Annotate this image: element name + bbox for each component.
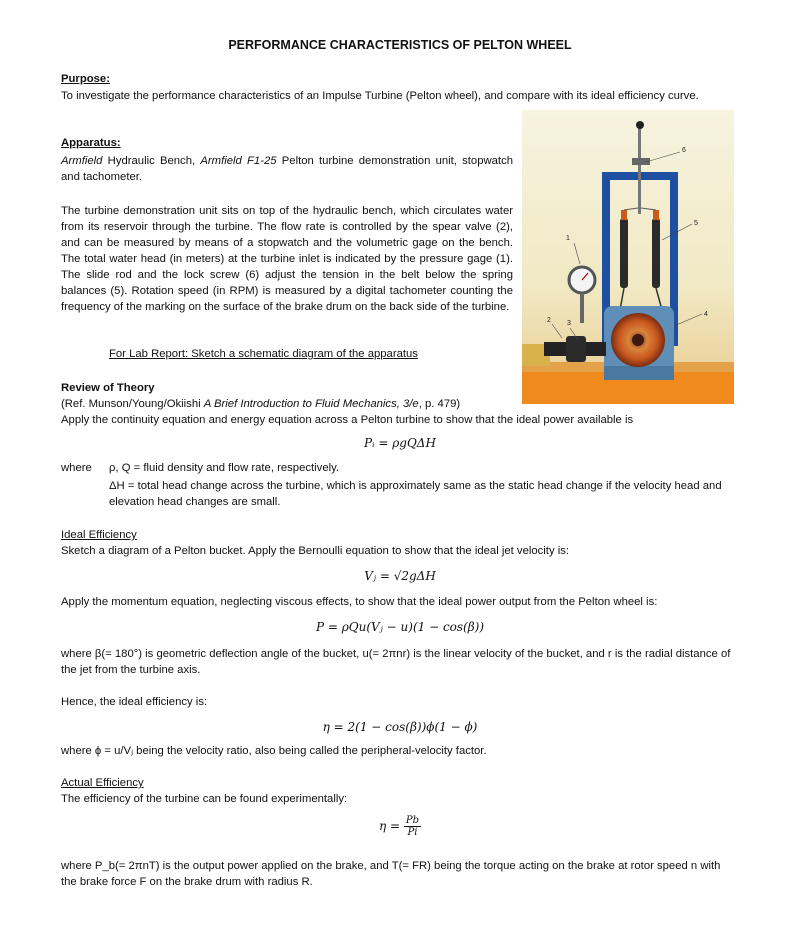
actual-efficiency-heading: Actual Efficiency bbox=[61, 777, 144, 789]
equation-ideal-efficiency: η = 2(1 − cos(β))ϕ(1 − ϕ) bbox=[322, 720, 478, 734]
ideal-text-bernoulli: Sketch a diagram of a Pelton bucket. Apply the Bernoulli equation to show that the ideal jet velocity is: bbox=[61, 545, 570, 557]
where-label: where bbox=[61, 462, 92, 474]
eq-numerator: Pb bbox=[405, 815, 420, 826]
purpose-heading: Purpose: bbox=[61, 73, 110, 85]
apparatus-equipment bbox=[61, 153, 513, 185]
equation-power-output: P = ρQu(Vⱼ − u)(1 − cos(β)) bbox=[315, 620, 485, 634]
ref-close: , p. 479) bbox=[418, 398, 461, 410]
photo-label-6: 6 bbox=[682, 147, 686, 154]
equation-ideal-power: Pᵢ = ρgQΔH bbox=[364, 436, 436, 450]
apparatus-photo-svg bbox=[522, 110, 734, 404]
actual-text-brake: where P_b(= 2πnT) is the output power applied on the brake, and T(= FR) being the torque acting on the brake at rotor speed n with the brake force F on the brake drum with radius R. bbox=[61, 860, 721, 888]
theory-reference bbox=[61, 398, 460, 410]
photo-label-1: 1 bbox=[566, 235, 570, 242]
lab-report-note: For Lab Report: Sketch a schematic diagram of the apparatus bbox=[109, 348, 418, 360]
photo-label-5: 5 bbox=[694, 220, 698, 227]
where-density-flow: ρ, Q = fluid density and flow rate, respectively. bbox=[109, 462, 340, 474]
theory-intro: Apply the continuity equation and energy equation across a Pelton turbine to show that the ideal power available is bbox=[61, 414, 634, 426]
apparatus-photo bbox=[522, 110, 734, 404]
equipment-text-2: Pelton turbine demonstration unit, stopwatch and tachometer. bbox=[61, 155, 514, 183]
equipment-text-1: Hydraulic Bench, bbox=[102, 155, 201, 167]
ref-book-title: A Brief Introduction to Fluid Mechanics, 3/e bbox=[203, 398, 419, 410]
apparatus-description: The turbine demonstration unit sits on top of the hydraulic bench, which circulates water from its reservoir through the turbine. The flow rate is controlled by the spear valve (2), and can be measured by means of a stopwatch and the volumetric gage on the bench. The total water head (in meters) at the turbine inlet is indicated by the pressure gage (1). The slide rod and the lock screw (6) adjust the tension in the belt below the spring balances (5). Rotation speed (in RPM) is measured by a digital tachometer counting the frequency of the marking on the surface of the brake drum on the back side of the turbine. bbox=[61, 205, 513, 313]
equation-jet-velocity: Vⱼ = √2gΔH bbox=[364, 569, 436, 583]
photo-label-4: 4 bbox=[704, 311, 708, 318]
equation-actual-efficiency bbox=[0, 815, 800, 838]
photo-label-2: 2 bbox=[547, 317, 551, 324]
apparatus-heading: Apparatus: bbox=[61, 137, 121, 149]
brand-f1-25: Armfield F1-25 bbox=[200, 155, 277, 167]
eq-lhs: η = bbox=[378, 819, 401, 833]
ideal-text-velocity-ratio: where ϕ = u/Vⱼ being the velocity ratio, also being called the peripheral-velocity factor. bbox=[61, 745, 487, 757]
actual-text-intro: The efficiency of the turbine can be found experimentally: bbox=[61, 793, 348, 805]
ideal-text-hence: Hence, the ideal efficiency is: bbox=[61, 696, 208, 708]
ideal-efficiency-heading: Ideal Efficiency bbox=[61, 529, 137, 541]
ideal-text-beta: where β(= 180°) is geometric deflection angle of the bucket, u(= 2πnr) is the linear velocity of the bucket, and r is the radial distance of the jet from the turbine axis. bbox=[61, 648, 731, 676]
theory-heading: Review of Theory bbox=[61, 382, 155, 394]
page-title: PERFORMANCE CHARACTERISTICS OF PELTON WHEEL bbox=[228, 38, 572, 52]
where-head-change: ΔH = total head change across the turbine, which is approximately same as the static head change if the velocity head and elevation head changes are small. bbox=[109, 480, 722, 508]
photo-label-3: 3 bbox=[567, 320, 571, 327]
eq-denominator: Pi bbox=[407, 827, 418, 838]
ideal-text-momentum: Apply the momentum equation, neglecting viscous effects, to show that the ideal power output from the Pelton wheel is: bbox=[61, 596, 658, 608]
brand-armfield: Armfield bbox=[61, 155, 103, 167]
purpose-text: To investigate the performance characteristics of an Impulse Turbine (Pelton wheel), and compare with its ideal efficiency curve. bbox=[61, 90, 699, 102]
ref-open: (Ref. Munson/Young/Okiishi bbox=[61, 398, 204, 410]
eq-fraction bbox=[404, 815, 421, 838]
